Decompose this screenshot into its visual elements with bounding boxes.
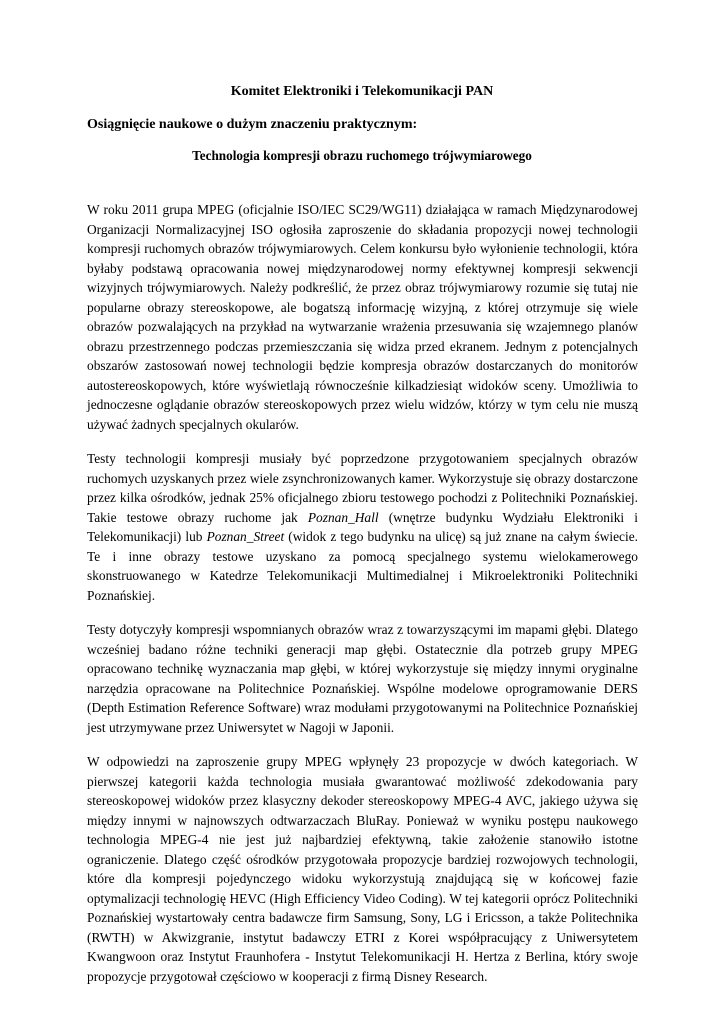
committee-heading: Komitet Elektroniki i Telekomunikacji PAN: [230, 84, 494, 99]
achievement-heading: Osiągnięcie naukowe o dużym znaczeniu praktycznym:: [87, 117, 418, 132]
paragraph-depth-maps: Testy dotyczyły kompresji wspomnianych obrazów wraz z towarzyszącymi im mapami głębi. Dlatego wcześniej badano różne techniki generacji map głębi. Ostatecznie dla potrzeb grupy MPEG opracowano technikę wyznaczania map głębi, w której wykorzystuje się między innymi oryginalne narzędzia opracowane na Politechnice Poznańskiej. Wspólne modelowe oprogramowanie DERS (Depth Estimation Reference Software) wraz modułami przygotowanymi na Politechnice Poznańskiej jest utrzymywane przez Uniwersytet w Nagoji w Japonii.: [87, 622, 638, 735]
paragraph-proposals: W odpowiedzi na zaproszenie grupy MPEG wpłynęły 23 propozycje w dwóch kategoriach. W pierwszej kategorii każda technologia musiała gwarantować możliwość zdekodowania pary stereoskopowej widoków przez klasyczny dekoder stereoskopowy MPEG-4 AVC, jakiego używa się między innymi w najnowszych odtwarzaczach BluRay. Ponieważ w wyniku postępu naukowego technologia MPEG-4 nie jest już najbardziej efektywną, takie założenie stanowiło istotne ograniczenie. Dlatego część ośrodków przygotowała propozycje bardziej rozwojowych technologii, które dla kompresji pojedynczego widoku wykorzystują znajdującą się w końcowej fazie optymalizacji technologię HEVC (High Efficiency Video Coding). W tej kategorii oprócz Politechniki Poznańskiej wystartowały centra badawcze firm Samsung, Sony, LG i Ericsson, a także Politechnika (RWTH) w Akwizgranie, instytut badawczy ETRI z Korei współpracujący z Uniwersytetem Kwangwoon oraz Instytut Fraunhofera - Instytut Telekomunikacji H. Hertza z Berlina, który swoje propozycje przygotował częściowo w kooperacji z firmą Disney Research.: [87, 754, 638, 984]
paragraph-text: (wnętrze budynku Wydziału Elektroniki i Telekomunikacji) lub: [87, 509, 638, 544]
paragraph-text: (widok z tego budynku na ulicę) są już znane na całym świecie. Te i inne obrazy testowe uzyskano za pomocą specjalnego systemu wielokamerowego skonstruowanego w Katedrze Telekomunikacji Multimedialnej i Mikroelektroniki Politechniki Poznańskiej.: [87, 529, 638, 603]
sequence-name-poznan-hall: Poznan_Hall: [307, 509, 379, 525]
sequence-name-poznan-street: Poznan_Street: [206, 529, 285, 544]
document-body: [87, 200, 638, 1001]
paragraph-mpeg-call: W roku 2011 grupa MPEG (oficjalnie ISO/IEC SC29/WG11) działająca w ramach Międzynarodowej Organizacji Normalizacyjnej ISO ogłosiła zaproszenie do składania propozycji nowej technologii kompresji ruchomych obrazów trójwymiarowych. Celem konkursu było wyłonienie technologii, która byłaby podstawą opracowania nowej międzynarodowej normy efektywnej kompresji sekwencji wizyjnych trójwymiarowych. Należy podkreślić, że przez obraz trójwymiarowy rozumie się tutaj nie popularne obrazy stereoskopowe, ale bogatszą informację wizyjną, z której otrzymuje się wiele obrazów pozwalających na przykład na wytwarzanie wrażenia przesuwania się wzajemnego planów obrazu przestrzennego podczas przemieszczania się widza przed ekranem. Jednym z potencjalnych obszarów zastosowań nowej technologii będzie kompresja obrazów dostarczanych do monitorów autostereoskopowych, które wyświetlają równocześnie kilkadziesiąt widoków sceny. Umożliwia to jednoczesne oglądanie obrazów stereoskopowych przez wielu widzów, którzy w tym celu nie muszą używać żadnych specjalnych okularów.: [87, 202, 638, 432]
paragraph-text: Testy technologii kompresji musiały być poprzedzone przygotowaniem specjalnych obrazów ruchomych uzyskanych przez wiele zsynchronizowanych kamer. Wykorzystuje się obrazy dostarczone przez kilka ośrodków, jednak 25% oficjalnego zbioru testowego pochodzi z Politechniki Poznańskiej. Takie testowe obrazy ruchome jak: [87, 451, 638, 525]
document-title: Technologia kompresji obrazu ruchomego trójwymiarowego: [192, 148, 532, 163]
paragraph-test-sequences: [87, 449, 638, 605]
